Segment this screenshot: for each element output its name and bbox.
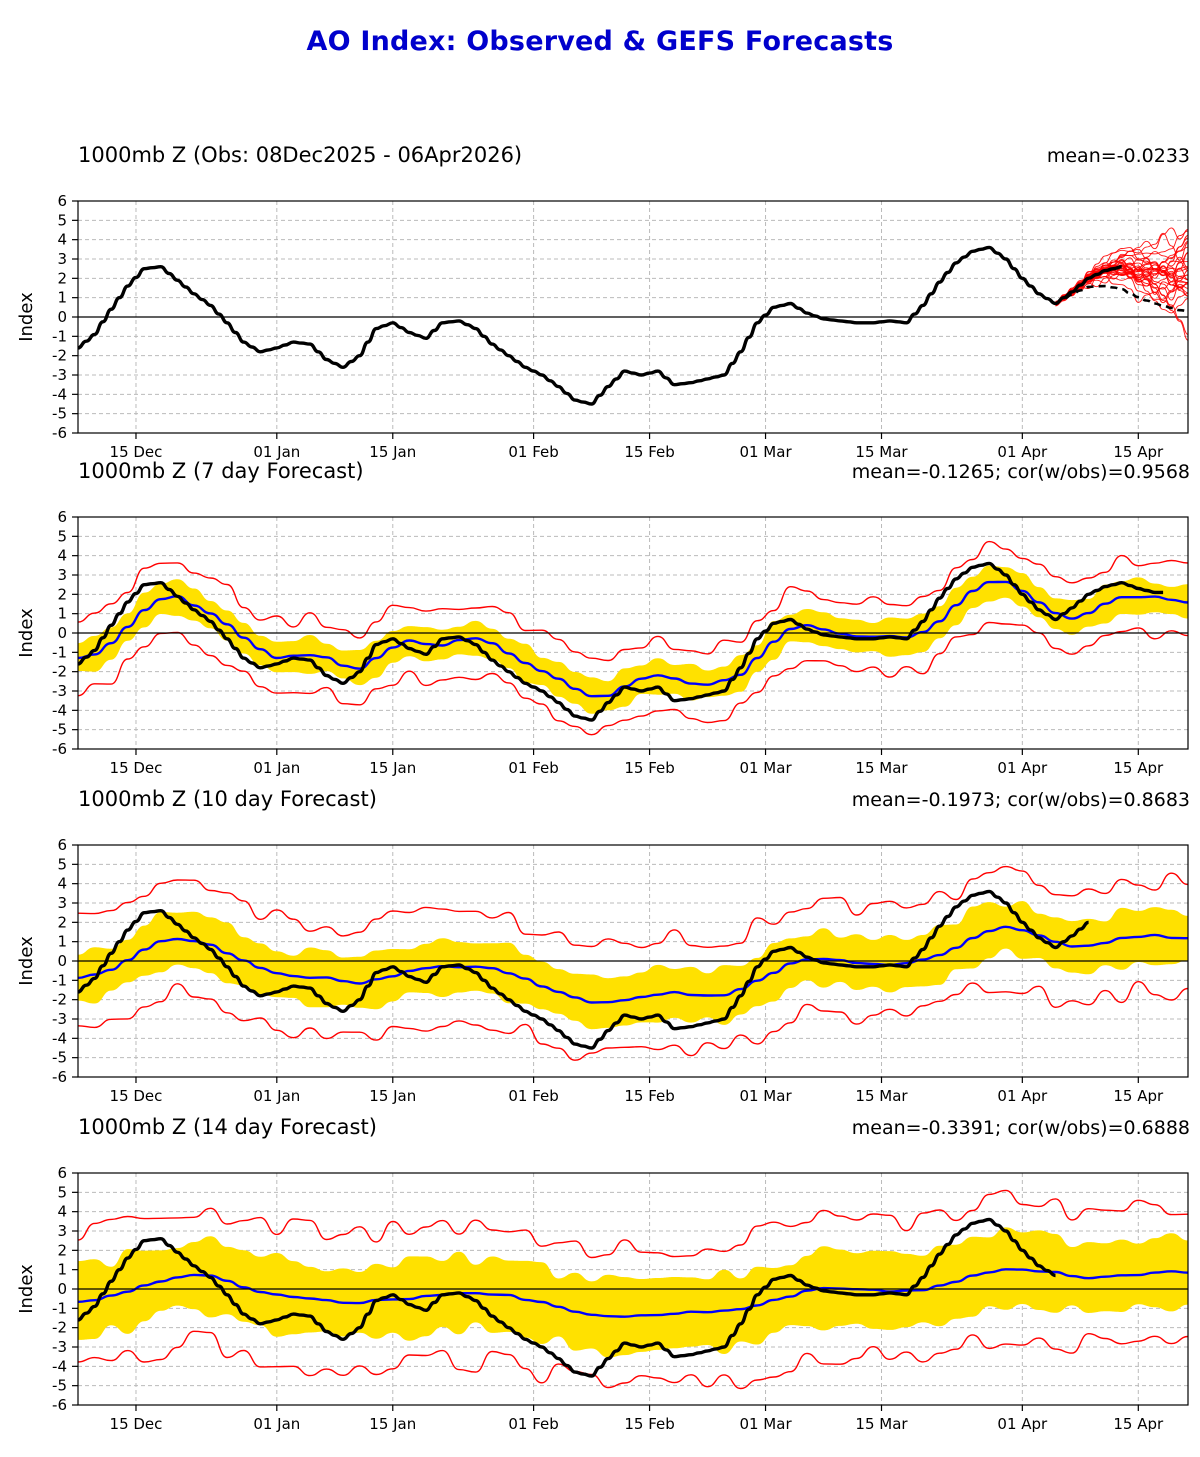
svg-text:-4: -4 [52, 1357, 67, 1376]
svg-text:1: 1 [57, 1260, 67, 1279]
panel-obs-stats: mean=-0.0233 [1046, 145, 1190, 167]
svg-text:15 Mar: 15 Mar [855, 443, 908, 461]
svg-text:5: 5 [57, 211, 67, 230]
svg-text:15 Apr: 15 Apr [1113, 759, 1164, 777]
svg-text:Index: Index [16, 608, 37, 658]
svg-text:01 Jan: 01 Jan [253, 1415, 301, 1433]
svg-text:4: 4 [57, 1202, 67, 1221]
svg-text:5: 5 [57, 1183, 67, 1202]
svg-text:01 Mar: 01 Mar [739, 1087, 792, 1105]
svg-text:4: 4 [57, 546, 67, 565]
panel-10day-header [78, 787, 1190, 811]
svg-text:3: 3 [57, 894, 67, 912]
svg-text:-6: -6 [52, 1396, 67, 1414]
svg-text:0: 0 [57, 624, 67, 642]
svg-text:-6: -6 [52, 424, 67, 442]
svg-text:15 Jan: 15 Jan [369, 759, 417, 777]
svg-text:15 Apr: 15 Apr [1113, 1415, 1164, 1433]
svg-text:15 Feb: 15 Feb [624, 759, 675, 777]
svg-text:01 Feb: 01 Feb [508, 1415, 559, 1433]
svg-text:-6: -6 [52, 740, 67, 758]
svg-text:2: 2 [57, 585, 67, 604]
svg-text:-2: -2 [52, 1318, 67, 1337]
svg-text:1: 1 [57, 932, 67, 951]
svg-text:Index: Index [16, 292, 37, 342]
panel-7day-header [78, 459, 1190, 483]
svg-text:01 Jan: 01 Jan [253, 1087, 301, 1105]
svg-text:5: 5 [57, 527, 67, 546]
svg-text:15 Feb: 15 Feb [624, 1415, 675, 1433]
panel-14day-header [78, 1115, 1190, 1139]
svg-text:-3: -3 [52, 682, 67, 700]
panel-obs-title: 1000mb Z (Obs: 08Dec2025 - 06Apr2026) [78, 143, 523, 167]
svg-text:-1: -1 [52, 643, 67, 662]
svg-text:-3: -3 [52, 1338, 67, 1356]
svg-text:-4: -4 [52, 701, 67, 720]
svg-text:15 Apr: 15 Apr [1113, 1087, 1164, 1105]
svg-text:01 Apr: 01 Apr [997, 443, 1048, 461]
svg-text:15 Dec: 15 Dec [109, 1415, 163, 1433]
svg-text:15 Dec: 15 Dec [109, 443, 163, 461]
svg-text:15 Dec: 15 Dec [109, 1087, 163, 1105]
svg-text:0: 0 [57, 1280, 67, 1298]
svg-text:01 Apr: 01 Apr [997, 1415, 1048, 1433]
svg-text:15 Dec: 15 Dec [109, 759, 163, 777]
svg-text:0: 0 [57, 308, 67, 326]
svg-text:3: 3 [57, 1222, 67, 1240]
svg-text:-2: -2 [52, 990, 67, 1009]
svg-text:01 Feb: 01 Feb [508, 759, 559, 777]
svg-text:15 Feb: 15 Feb [624, 443, 675, 461]
svg-text:15 Mar: 15 Mar [855, 759, 908, 777]
svg-text:6: 6 [57, 1164, 67, 1182]
svg-text:-4: -4 [52, 385, 67, 404]
panel-7day-stats: mean=-0.1265; cor(w/obs)=0.9568 [851, 461, 1190, 483]
svg-text:2: 2 [57, 1241, 67, 1260]
svg-text:-5: -5 [52, 1048, 67, 1067]
svg-text:15 Feb: 15 Feb [624, 1087, 675, 1105]
panel-14day-title: 1000mb Z (14 day Forecast) [78, 1115, 377, 1139]
svg-text:5: 5 [57, 855, 67, 874]
svg-text:-3: -3 [52, 1010, 67, 1028]
svg-text:01 Feb: 01 Feb [508, 443, 559, 461]
svg-text:15 Jan: 15 Jan [369, 1415, 417, 1433]
svg-text:15 Mar: 15 Mar [855, 1087, 908, 1105]
svg-text:01 Mar: 01 Mar [739, 759, 792, 777]
svg-text:01 Apr: 01 Apr [997, 1087, 1048, 1105]
svg-text:15 Apr: 15 Apr [1113, 443, 1164, 461]
svg-text:-2: -2 [52, 662, 67, 681]
svg-text:-5: -5 [52, 404, 67, 423]
svg-text:-6: -6 [52, 1068, 67, 1086]
panel-14day-stats: mean=-0.3391; cor(w/obs)=0.6888 [851, 1117, 1190, 1139]
svg-text:01 Apr: 01 Apr [997, 759, 1048, 777]
svg-text:01 Mar: 01 Mar [739, 1415, 792, 1433]
svg-text:-1: -1 [52, 971, 67, 990]
svg-text:6: 6 [57, 836, 67, 854]
svg-text:2: 2 [57, 269, 67, 288]
svg-text:0: 0 [57, 952, 67, 970]
svg-text:4: 4 [57, 230, 67, 249]
svg-text:3: 3 [57, 566, 67, 584]
svg-text:15 Jan: 15 Jan [369, 443, 417, 461]
panel-obs-header [78, 143, 1190, 167]
panel-10day-stats: mean=-0.1973; cor(w/obs)=0.8683 [851, 789, 1190, 811]
svg-text:-1: -1 [52, 327, 67, 346]
svg-text:1: 1 [57, 288, 67, 307]
svg-text:01 Feb: 01 Feb [508, 1087, 559, 1105]
svg-text:2: 2 [57, 913, 67, 932]
svg-text:-4: -4 [52, 1029, 67, 1048]
page-title: AO Index: Observed & GEFS Forecasts [306, 26, 894, 57]
svg-text:-1: -1 [52, 1299, 67, 1318]
svg-text:1: 1 [57, 604, 67, 623]
svg-text:6: 6 [57, 192, 67, 210]
svg-text:01 Jan: 01 Jan [253, 759, 301, 777]
svg-text:-5: -5 [52, 1376, 67, 1395]
svg-text:-3: -3 [52, 366, 67, 384]
svg-text:4: 4 [57, 874, 67, 893]
svg-text:01 Mar: 01 Mar [739, 443, 792, 461]
panel-7day-title: 1000mb Z (7 day Forecast) [78, 459, 364, 483]
svg-text:3: 3 [57, 250, 67, 268]
svg-text:-2: -2 [52, 346, 67, 365]
svg-text:Index: Index [16, 936, 37, 986]
svg-text:15 Jan: 15 Jan [369, 1087, 417, 1105]
svg-text:15 Mar: 15 Mar [855, 1415, 908, 1433]
svg-text:6: 6 [57, 508, 67, 526]
panel-10day-title: 1000mb Z (10 day Forecast) [78, 787, 377, 811]
svg-text:-5: -5 [52, 720, 67, 739]
svg-text:01 Jan: 01 Jan [253, 443, 301, 461]
svg-text:Index: Index [16, 1264, 37, 1314]
